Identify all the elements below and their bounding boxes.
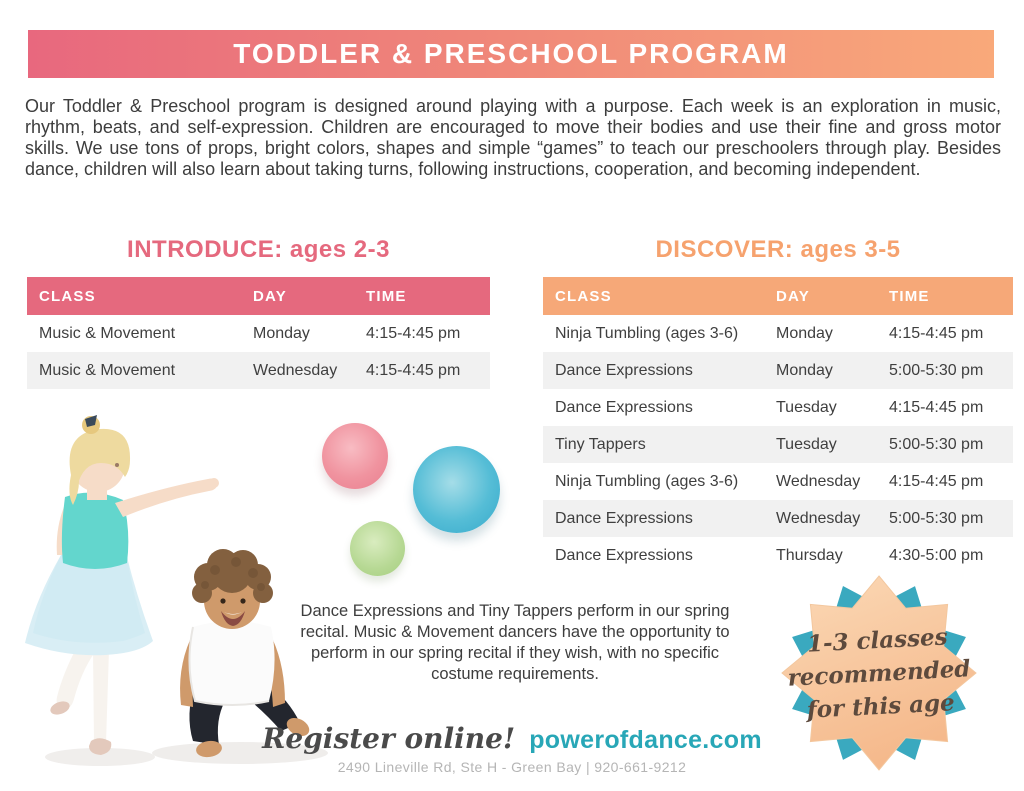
cell-time: 4:15-4:45 pm	[889, 472, 984, 490]
table-row	[543, 352, 1013, 389]
page-title: TODDLER & PRESCHOOL PROGRAM	[233, 38, 789, 69]
blue-ball	[413, 446, 500, 533]
cell-day: Tuesday	[776, 398, 837, 416]
cell-time: 5:00-5:30 pm	[889, 361, 984, 379]
cell-day: Tuesday	[776, 435, 837, 453]
cell-day: Wednesday	[776, 472, 861, 490]
cell-day: Monday	[776, 324, 833, 342]
cell-class: Dance Expressions	[555, 361, 693, 379]
discover-table	[543, 277, 1013, 574]
column-header-time: TIME	[889, 287, 930, 305]
cell-day: Monday	[776, 361, 833, 379]
pink-ball	[322, 423, 388, 489]
footer	[212, 722, 812, 775]
badge-line: 1-3 classes	[806, 622, 949, 658]
cell-day: Thursday	[776, 546, 843, 564]
cell-day: Wednesday	[776, 509, 861, 527]
banner	[28, 30, 994, 78]
intro-paragraph: Our Toddler & Preschool program is designed around playing with a purpose. Each week is an exploration in music, rhythm, beats, and self-expression. Children are encouraged to move their bodies and use their fine and gross motor skills. We use tons of props, bright colors, shapes and simple “games” to teach our preschoolers through play. Besides dance, children will also learn about taking turns, following instructions, cooperation, and becoming independent.	[25, 96, 1001, 179]
cell-time: 4:15-4:45 pm	[366, 361, 461, 379]
discover-title: DISCOVER: ages 3-5	[655, 236, 901, 263]
table-row	[27, 352, 490, 389]
cell-class: Dance Expressions	[555, 509, 693, 527]
table-row	[543, 500, 1013, 537]
introduce-table	[27, 277, 490, 389]
register-online-text: Register online!	[262, 722, 516, 755]
website-link[interactable]: powerofdance.com	[529, 726, 762, 754]
column-header-class: CLASS	[555, 287, 612, 305]
discover-table-header	[543, 277, 1013, 315]
table-row	[27, 315, 490, 352]
table-row	[543, 315, 1013, 352]
cell-time: 5:00-5:30 pm	[889, 435, 984, 453]
introduce-section	[27, 236, 490, 389]
badge-line: for this age	[806, 688, 956, 724]
cell-day: Monday	[253, 324, 310, 342]
table-row	[543, 389, 1013, 426]
badge-line: recommended	[786, 654, 972, 692]
column-header-day: DAY	[776, 287, 810, 305]
cell-day: Wednesday	[253, 361, 338, 379]
column-header-time: TIME	[366, 287, 407, 305]
introduce-title: INTRODUCE: ages 2-3	[127, 236, 390, 263]
cell-class: Music & Movement	[39, 361, 176, 379]
introduce-table-header	[27, 277, 490, 315]
cell-time: 5:00-5:30 pm	[889, 509, 984, 527]
introduce-table-body	[27, 315, 490, 389]
cell-class: Ninja Tumbling (ages 3-6)	[555, 324, 739, 342]
discover-table-body	[543, 315, 1013, 574]
cell-class: Ninja Tumbling (ages 3-6)	[555, 472, 739, 490]
cell-time: 4:15-4:45 pm	[889, 324, 984, 342]
cell-time: 4:30-5:00 pm	[889, 546, 984, 564]
column-header-day: DAY	[253, 287, 287, 305]
table-row	[543, 426, 1013, 463]
address-line: 2490 Lineville Rd, Ste H - Green Bay | 920-661-9212	[337, 759, 687, 775]
table-row	[543, 463, 1013, 500]
cell-class: Tiny Tappers	[555, 435, 646, 453]
cell-class: Dance Expressions	[555, 546, 693, 564]
cell-class: Dance Expressions	[555, 398, 693, 416]
cell-class: Music & Movement	[39, 324, 176, 342]
green-ball	[350, 521, 405, 576]
cell-time: 4:15-4:45 pm	[366, 324, 461, 342]
cell-time: 4:15-4:45 pm	[889, 398, 984, 416]
recital-note: Dance Expressions and Tiny Tappers perform in our spring recital. Music & Movement dancers have the opportunity to perform in our spring recital if they wish, with no specific costume requirements.	[300, 602, 730, 683]
discover-section	[543, 236, 1013, 574]
column-header-class: CLASS	[39, 287, 96, 305]
